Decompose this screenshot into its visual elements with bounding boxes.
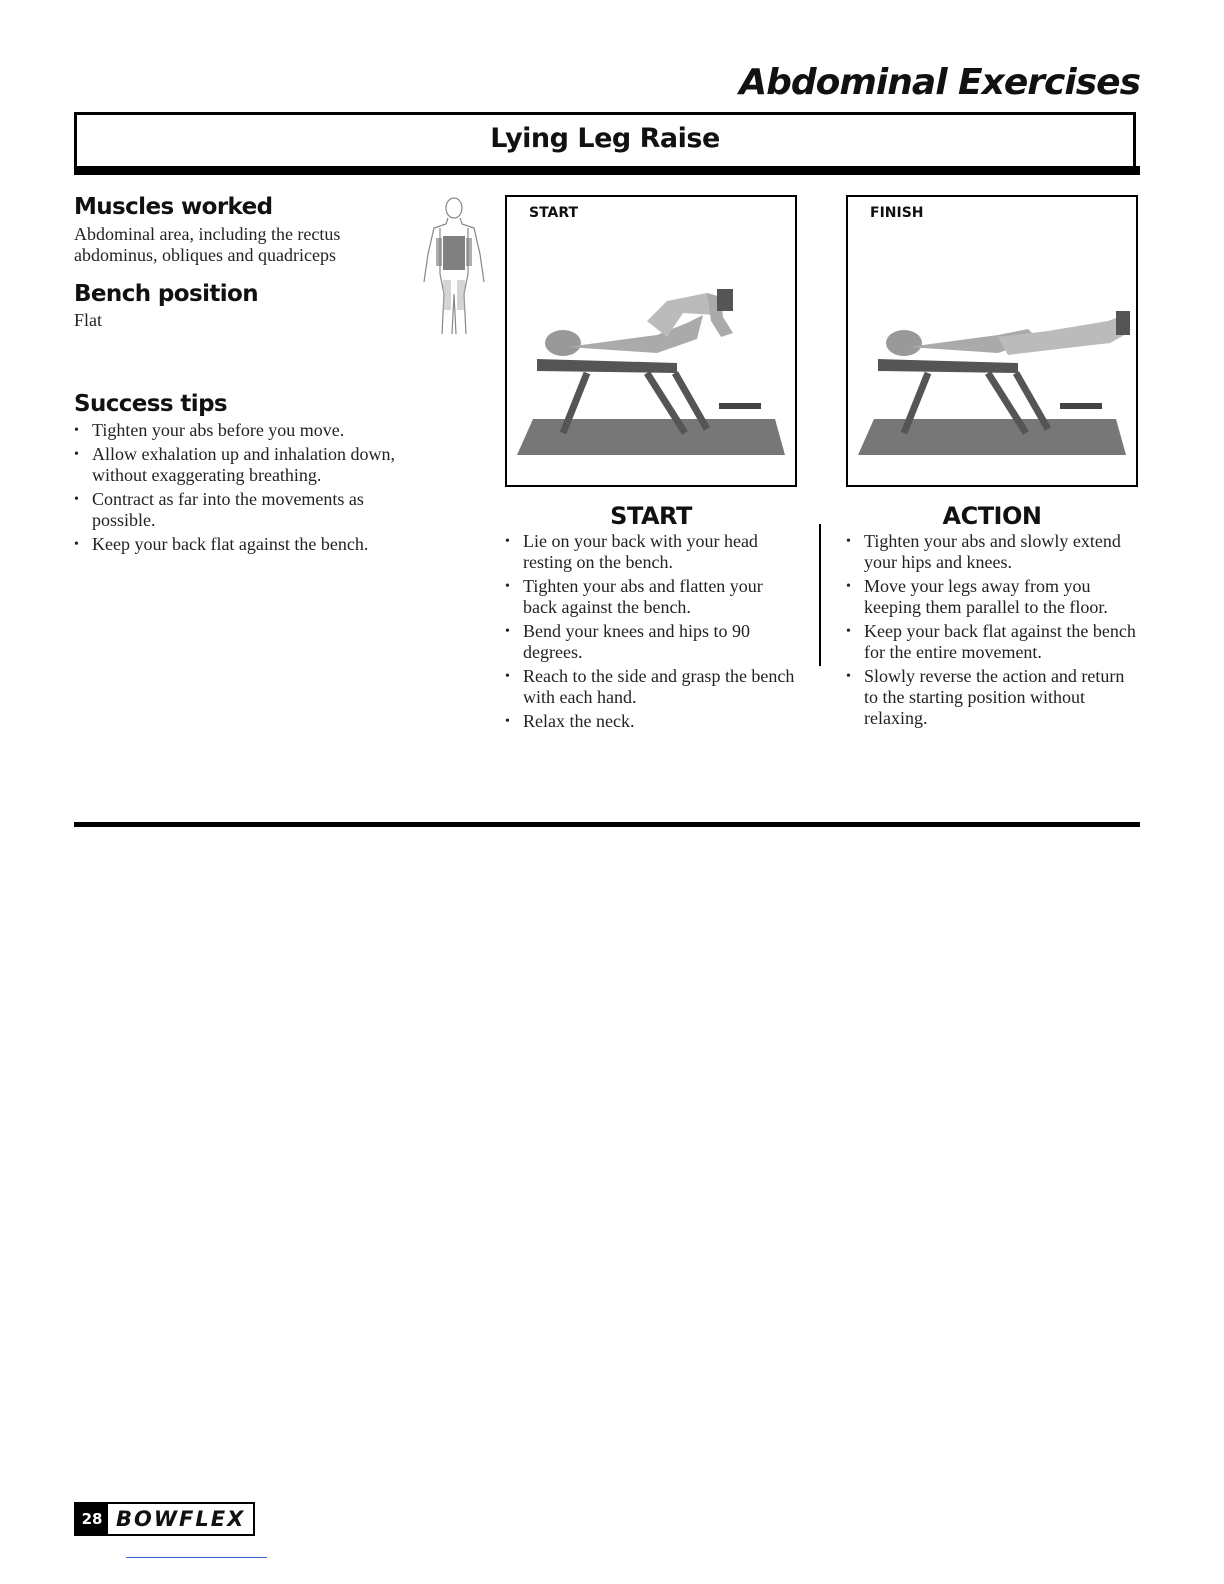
list-item: • Slowly reverse the action and return to the starting position without relaxing. [846,666,1138,729]
muscles-worked-heading: Muscles worked [74,194,273,220]
column-divider [819,524,821,666]
muscle-figure-illustration [410,194,498,342]
list-item: • Relax the neck. [505,711,797,732]
section-title: Abdominal Exercises [739,62,1140,103]
start-photo [505,195,797,487]
page-number: 28 [76,1504,108,1534]
list-item: • Tighten your abs and flatten your back against the bench. [505,576,797,618]
list-item: • Allow exhalation up and inhalation down, without exaggerating breathing. [74,444,404,486]
finish-photo [846,195,1138,487]
list-item: • Lie on your back with your head resting on the bench. [505,531,797,573]
bottom-rule [74,822,1140,827]
list-item: • Move your legs away from you keeping them parallel to the floor. [846,576,1138,618]
action-heading: ACTION [942,502,1042,530]
success-tips-list [74,420,404,558]
start-heading: START [610,502,692,530]
exercise-title: Lying Leg Raise [490,123,720,154]
brand-name: BOWFLEX [116,1507,246,1531]
list-item: • Contract as far into the movements as possible. [74,489,404,531]
finish-photo-label: FINISH [870,205,924,221]
start-pose-illustration [507,197,795,485]
bench-position-value: Flat [74,310,103,330]
muscles-worked-text [74,224,340,266]
footer-underline [126,1557,267,1558]
action-instructions-list [846,531,1138,732]
list-item: • Tighten your abs before you move. [74,420,404,441]
list-item: • Reach to the side and grasp the bench with each hand. [505,666,797,708]
start-photo-label: START [529,205,579,221]
finish-pose-illustration [848,197,1136,485]
exercise-title-box [74,112,1136,167]
muscles-line-2: abdominus, obliques and quadriceps [74,245,336,265]
start-instructions-list [505,531,797,735]
bench-position-heading: Bench position [74,281,259,307]
title-underline-bar [74,166,1140,175]
success-tips-heading: Success tips [74,391,228,417]
list-item: • Keep your back flat against the bench. [74,534,404,555]
muscles-line-1: Abdominal area, including the rectus [74,224,341,244]
footer-logo [74,1502,255,1536]
list-item: • Keep your back flat against the bench for the entire movement. [846,621,1138,663]
list-item: • Bend your knees and hips to 90 degrees. [505,621,797,663]
list-item: • Tighten your abs and slowly extend your hips and knees. [846,531,1138,573]
